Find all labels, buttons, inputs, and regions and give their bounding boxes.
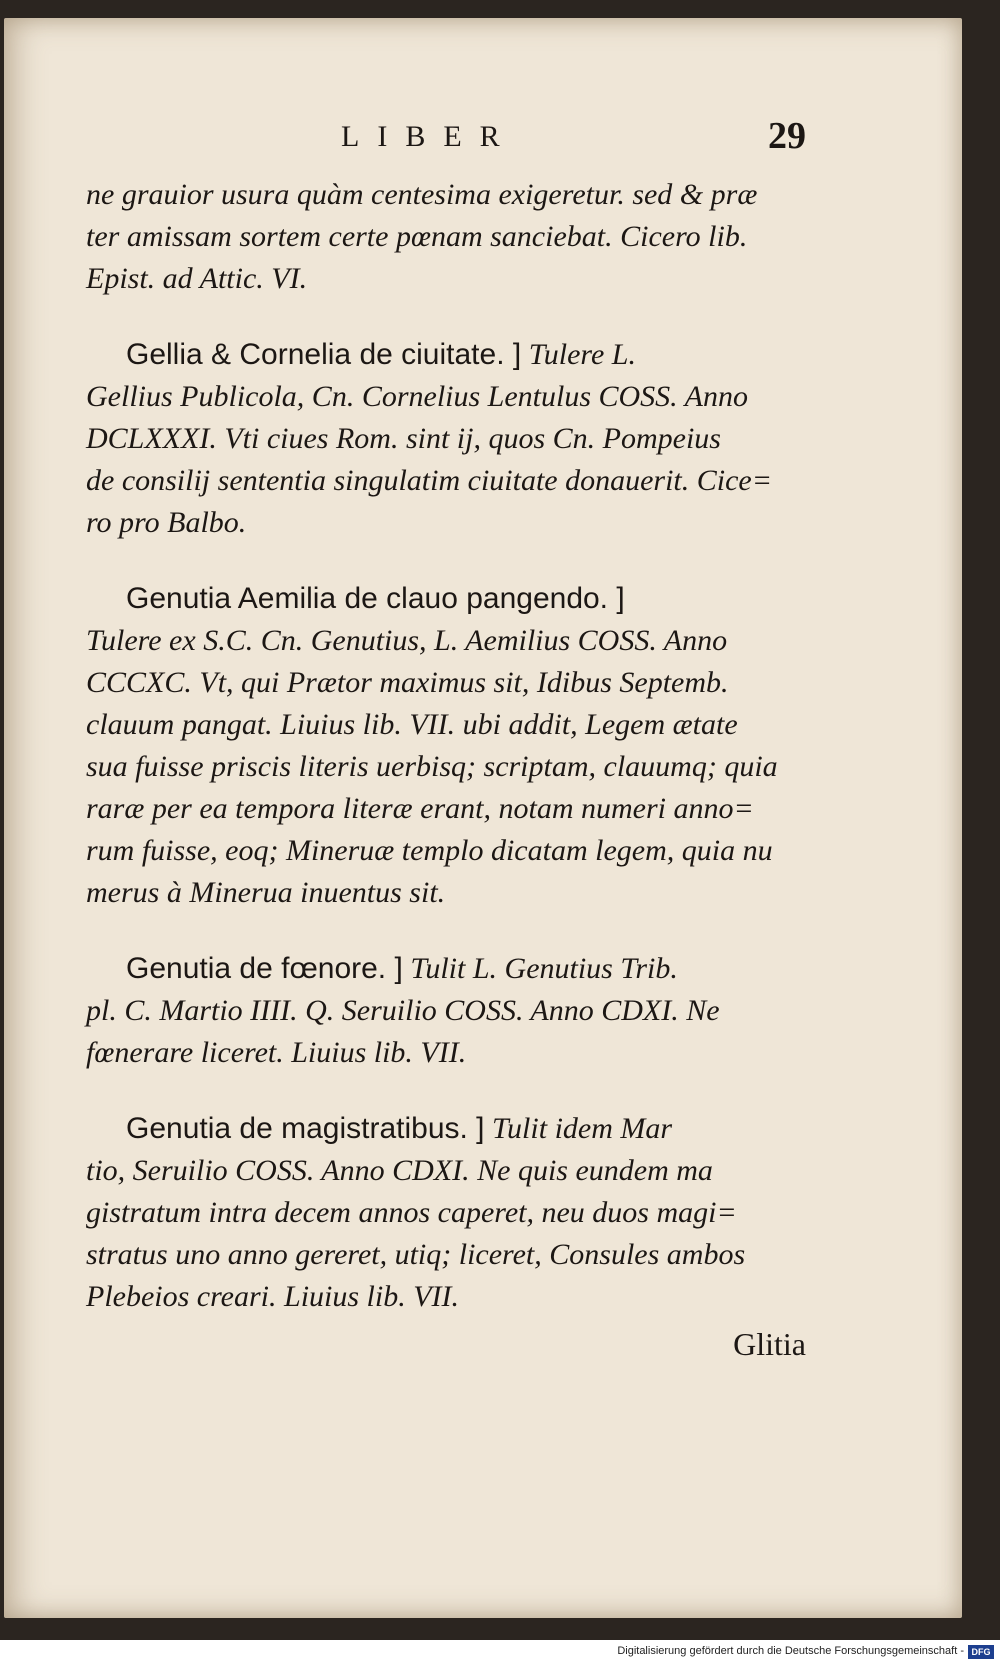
law-entry: [86, 578, 806, 914]
page-number: 29: [768, 115, 806, 157]
text-line: Epist. ad Attic. VI.: [86, 262, 308, 295]
entry-heading: Genutia de fœnore. ]: [126, 952, 403, 985]
catchword: Glitia: [733, 1326, 806, 1362]
text-line: DCLXXXI. Vti ciues Rom. sint ij, quos Cn. Pompeius: [86, 422, 721, 455]
entry-first-line: [86, 948, 806, 990]
text-line: sua fuisse priscis literis uerbisq; scriptam, clauumq; quia: [86, 750, 778, 783]
footer-bar: [0, 1640, 1000, 1665]
footer-credit: Digitalisierung gefördert durch die Deutsche Forschungsgemeinschaft -: [617, 1645, 964, 1657]
text-line: Tulere ex S.C. Cn. Genutius, L. Aemilius COSS. Anno: [86, 624, 728, 657]
entry-first-line: [86, 1108, 806, 1150]
text-line: Plebeios creari. Liuius lib. VII.: [86, 1280, 460, 1313]
page-text-block: [86, 114, 806, 1363]
text-line: tio, Seruilio COSS. Anno CDXI. Ne quis eundem ma: [86, 1154, 713, 1187]
entry-heading: Gellia & Cornelia de ciuitate. ]: [126, 338, 522, 371]
running-head: [86, 114, 806, 174]
text-line: raræ per ea tempora literæ erant, notam numeri anno=: [86, 792, 754, 825]
entry-text: Tulit L. Genutius Trib.: [410, 952, 678, 985]
text-line: clauum pangat. Liuius lib. VII. ubi addit, Legem ætate: [86, 708, 738, 741]
text-line: fœnerare liceret. Liuius lib. VII.: [86, 1036, 467, 1069]
book-page: [4, 18, 962, 1618]
text-line: pl. C. Martio IIII. Q. Seruilio COSS. Anno CDXI. Ne: [86, 994, 720, 1027]
text-line: stratus uno anno gereret, utiq; liceret, Consules ambos: [86, 1238, 746, 1271]
text-line: merus à Minerua inuentus sit.: [86, 876, 446, 909]
entry-first-line: [86, 334, 806, 376]
text-line: ro pro Balbo.: [86, 506, 247, 539]
text-line: gistratum intra decem annos caperet, neu duos magi=: [86, 1196, 737, 1229]
entry-heading: Genutia Aemilia de clauo pangendo. ]: [126, 582, 625, 615]
law-entry: [86, 948, 806, 1074]
entry-text: Tulit idem Mar: [492, 1112, 673, 1145]
text-line: ter amissam sortem certe pœnam sanciebat. Cicero lib.: [86, 220, 748, 253]
law-entry: [86, 334, 806, 544]
text-line: Gellius Publicola, Cn. Cornelius Lentulus COSS. Anno: [86, 380, 748, 413]
entry-first-line: [86, 578, 806, 620]
text-line: ne grauior usura quàm centesima exigeretur. sed & præ: [86, 178, 758, 211]
text-line: rum fuisse, eoq; Mineruæ templo dicatam legem, quia nu: [86, 834, 773, 867]
text-line: CCCXC. Vt, qui Prætor maximus sit, Idibus Septemb.: [86, 666, 729, 699]
dfg-logo: DFG: [968, 1645, 994, 1659]
continuation-paragraph: [86, 174, 806, 300]
law-entry: [86, 1108, 806, 1318]
text-line: de consilij sententia singulatim ciuitate donauerit. Cice=: [86, 464, 772, 497]
entry-text: Tulere L.: [528, 338, 636, 371]
entry-heading: Genutia de magistratibus. ]: [126, 1112, 485, 1145]
running-head-title: LIBER: [341, 120, 518, 153]
